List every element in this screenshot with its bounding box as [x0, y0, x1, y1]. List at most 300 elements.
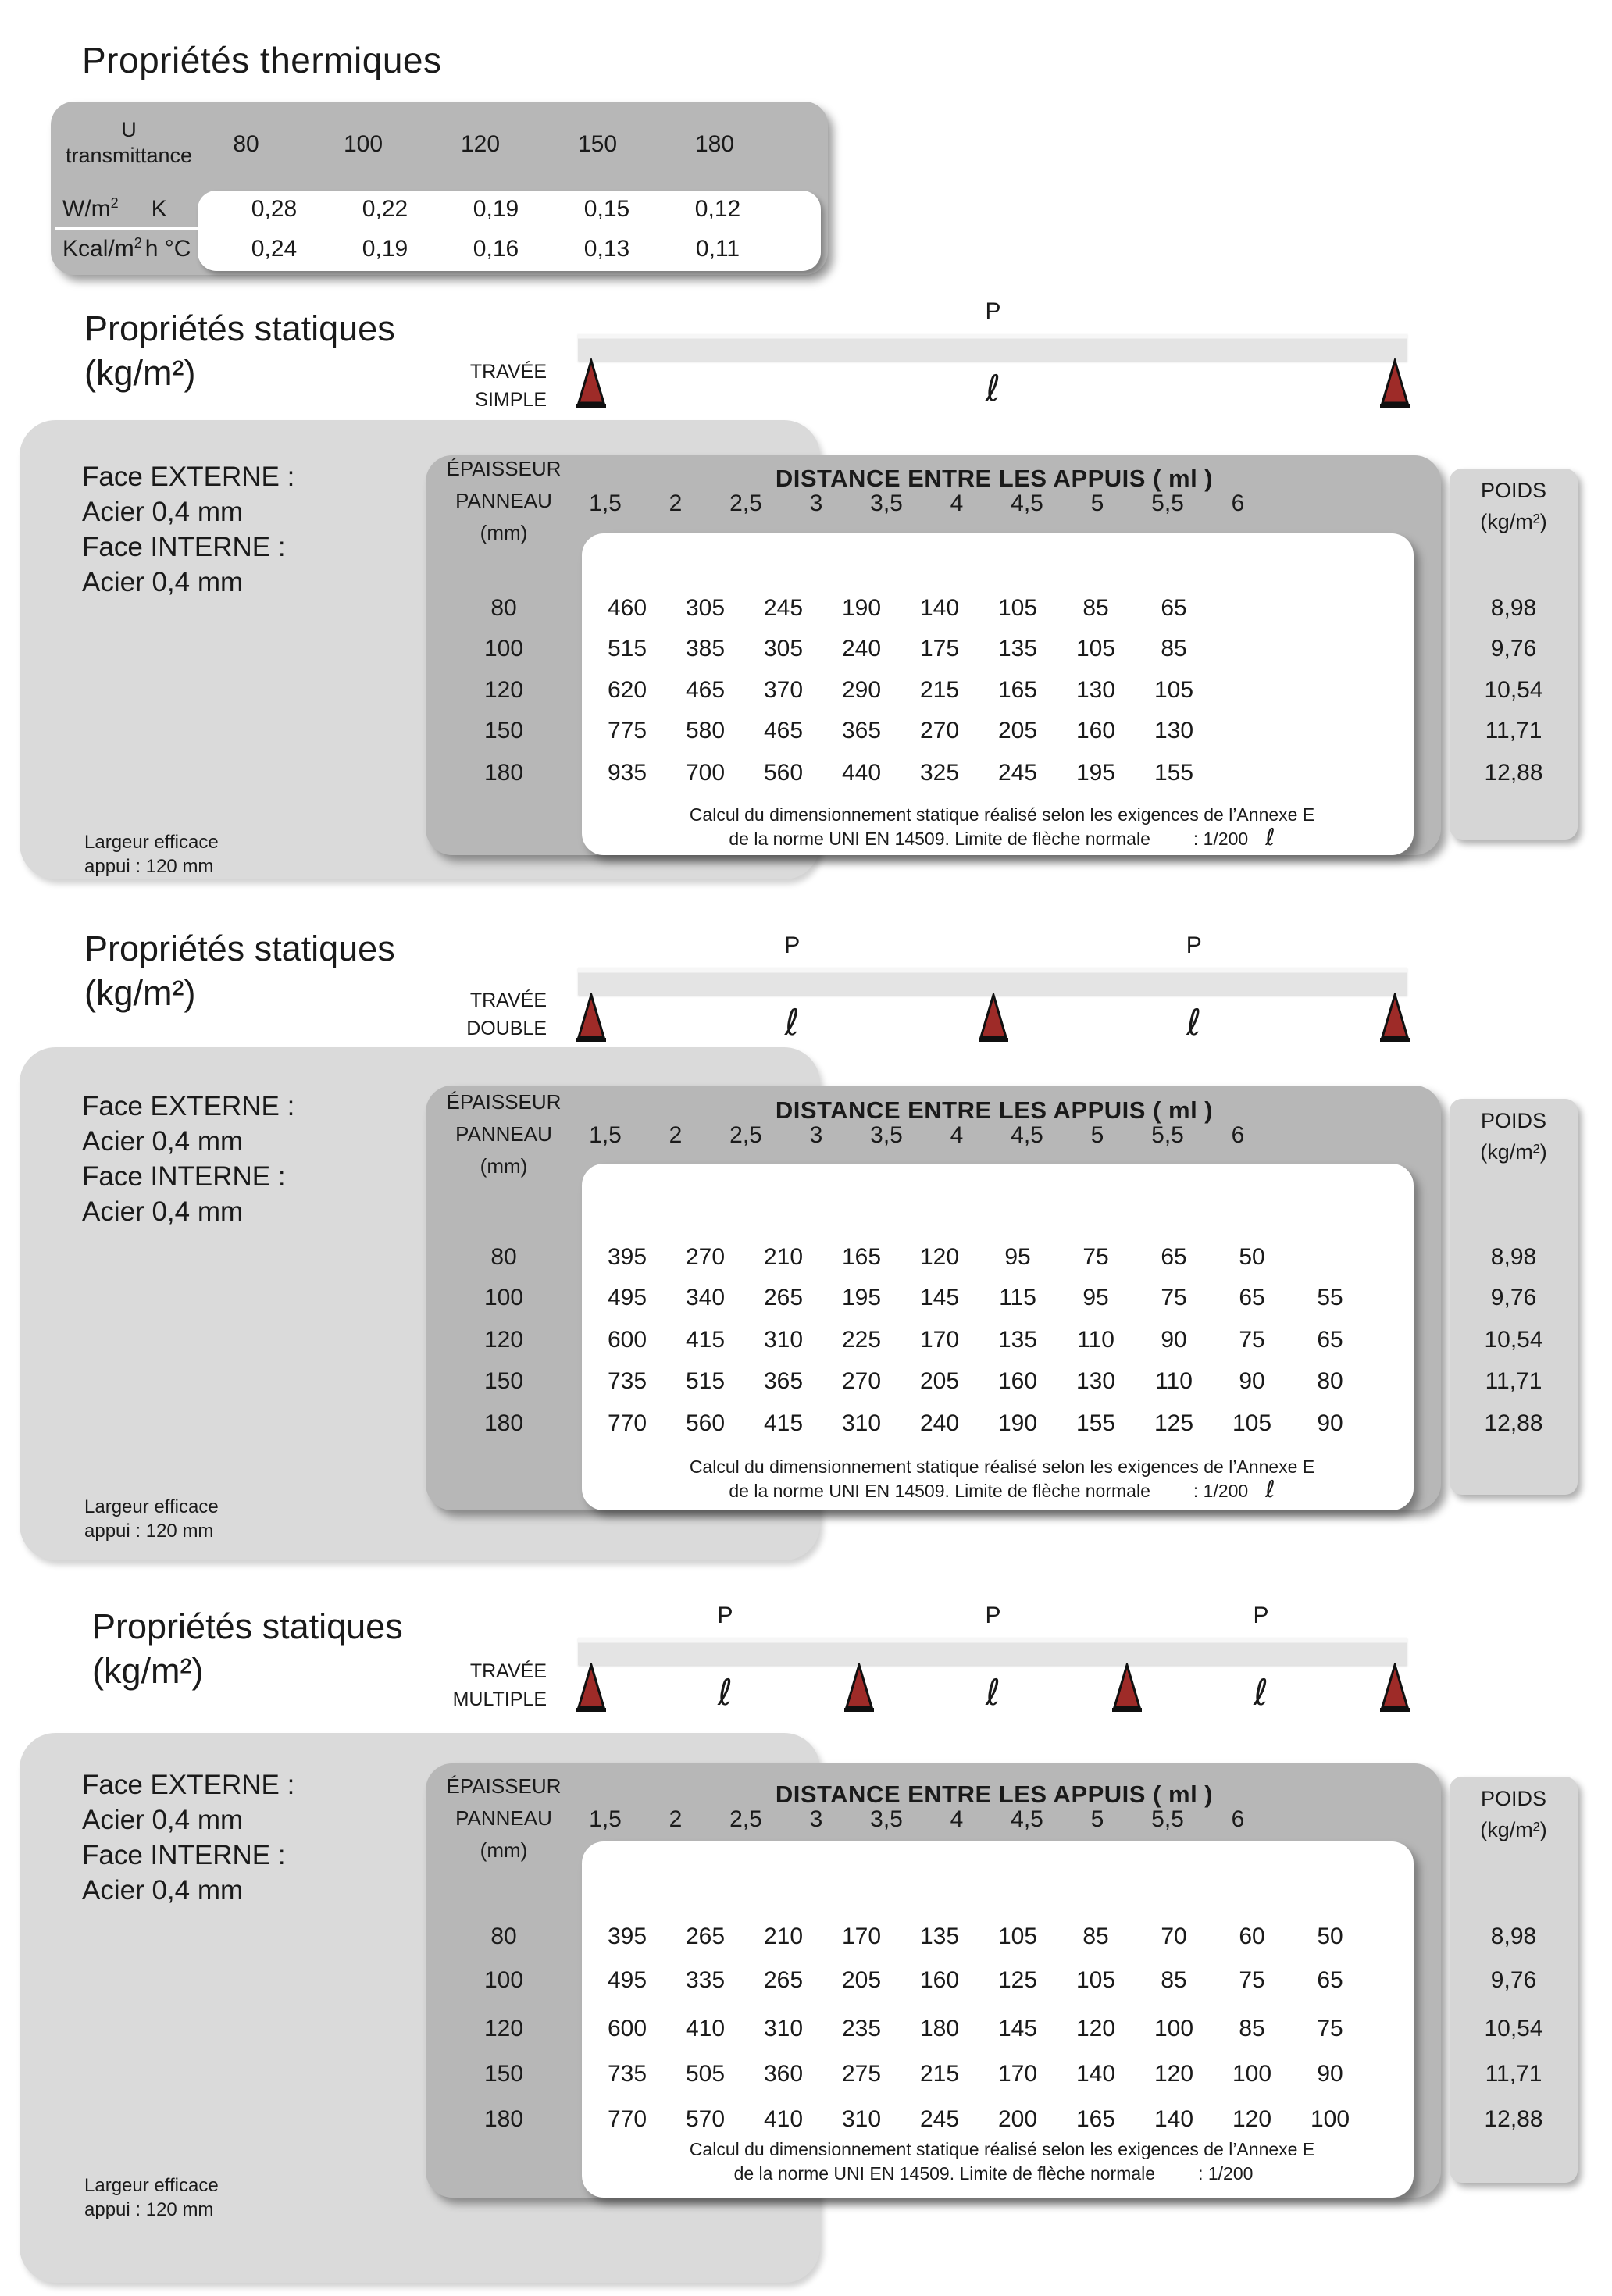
distance-column-header: 1,5 [589, 1122, 622, 1148]
table-row [0, 753, 1612, 793]
footnote-ratio: : 1/200 [1198, 2163, 1254, 2184]
beam2-type-label [344, 986, 547, 1043]
distance-value-cell: 170 [841, 1923, 882, 1949]
distance-value-cell: 85 [1239, 2016, 1265, 2041]
distance-value-cell: 365 [763, 1368, 804, 1394]
distance-value-cell: 110 [1155, 1368, 1193, 1394]
load-p-label: P [985, 1603, 1001, 1628]
table1-thickness-header [426, 453, 582, 549]
distance-value-cell: 305 [763, 636, 804, 661]
distance-value-cell: 120 [1232, 2106, 1272, 2132]
thermal-value-cell: 0,15 [583, 196, 630, 222]
thermal-value-cell: 0,24 [251, 236, 298, 262]
distance-value-cell: 385 [685, 636, 726, 661]
distance-value-cell: 130 [1154, 718, 1194, 743]
panel-thickness-cell: 150 [483, 1368, 524, 1394]
distance-value-cell: 160 [919, 1967, 960, 1993]
distance-value-cell: 105 [1075, 636, 1116, 661]
distance-value-cell: 100 [1310, 2106, 1350, 2132]
panel-thickness-cell: 80 [490, 1923, 517, 1949]
section3-face-labels [82, 1767, 294, 1908]
distance-value-cell: 440 [841, 760, 882, 786]
table-row [0, 670, 1612, 711]
table-row [0, 2099, 1612, 2140]
thermal-corner-label [55, 117, 203, 169]
panel-thickness-cell: 100 [483, 1285, 524, 1310]
distance-column-header: 6 [1231, 1806, 1245, 1832]
distance-column-header: 4 [950, 1122, 964, 1148]
panel-thickness-cell: 150 [483, 2061, 524, 2087]
span-length-symbol: ℓ [1253, 1671, 1268, 1713]
hdr-line: PANNEAU [455, 1806, 552, 1830]
distance-value-cell: 580 [685, 718, 726, 743]
distance-value-cell: 215 [919, 2061, 960, 2087]
distance-value-cell: 245 [997, 760, 1038, 786]
distance-value-cell: 265 [685, 1923, 726, 1949]
footnote-text: de la norme UNI EN 14509. Limite de flèche normale [733, 2163, 1156, 2184]
distance-column-header: 4 [950, 1806, 964, 1832]
weight-value-cell: 11,71 [1485, 1368, 1542, 1394]
distance-column-header: 4 [950, 490, 964, 516]
table-row [0, 588, 1612, 629]
thermal-unit-label: Kcal/$m^2$ h °C [62, 235, 191, 262]
distance-value-cell: 90 [1161, 1327, 1187, 1353]
thermal-column-header: 150 [577, 131, 618, 157]
distance-value-cell: 190 [841, 595, 882, 621]
thermal-corner-line2: transmittance [65, 144, 193, 167]
table2-span-header: DISTANCE ENTRE LES APPUIS ( ml ) [775, 1096, 1214, 1124]
distance-value-cell: 495 [607, 1967, 647, 1993]
poids-line: (kg/m²) [1480, 510, 1547, 533]
distance-value-cell: 395 [607, 1244, 647, 1270]
weight-value-cell: 9,76 [1490, 636, 1537, 661]
face-line: Face INTERNE : [82, 1161, 286, 1192]
distance-value-cell: 130 [1075, 677, 1116, 703]
distance-value-cell: 165 [1075, 2106, 1116, 2132]
distance-value-cell: 200 [997, 2106, 1038, 2132]
panel-thickness-cell: 180 [483, 1410, 524, 1436]
section1-support-note [84, 830, 219, 879]
footnote-ell-symbol: ℓ [1265, 824, 1275, 851]
panel-thickness-cell: 120 [483, 2016, 524, 2041]
distance-value-cell: 155 [1154, 760, 1194, 786]
distance-value-cell: 160 [997, 1368, 1038, 1394]
footnote-text: de la norme UNI EN 14509. Limite de flèche normale [729, 829, 1150, 849]
panel-thickness-cell: 120 [483, 677, 524, 703]
weight-value-cell: 11,71 [1485, 718, 1542, 743]
table3-distance-columns [570, 1806, 1273, 1833]
table-row [0, 2054, 1612, 2095]
span-length-symbol: ℓ [717, 1671, 733, 1713]
distance-value-cell: 90 [1317, 1410, 1343, 1436]
footnote-line2 [588, 1478, 1416, 1503]
distance-value-cell: 735 [607, 1368, 647, 1394]
distance-value-cell: 325 [919, 760, 960, 786]
distance-value-cell: 85 [1082, 1923, 1109, 1949]
distance-value-cell: 570 [685, 2106, 726, 2132]
table1-span-header: DISTANCE ENTRE LES APPUIS ( ml ) [775, 465, 1214, 492]
distance-value-cell: 75 [1161, 1285, 1187, 1310]
beam2-label-line1: TRAVÉE [469, 989, 547, 1011]
section1-heading-line2: (kg/m²) [84, 353, 196, 393]
footnote-line1: Calcul du dimensionnement statique réalisé selon les exigences de l’Annexe E [689, 2139, 1315, 2159]
distance-value-cell: 60 [1239, 1923, 1265, 1949]
distance-value-cell: 135 [919, 1923, 960, 1949]
distance-value-cell: 515 [685, 1368, 726, 1394]
distance-value-cell: 115 [999, 1285, 1036, 1310]
distance-value-cell: 170 [919, 1327, 960, 1353]
footnote-ell-symbol: ℓ [1265, 1476, 1275, 1503]
distance-value-cell: 410 [763, 2106, 804, 2132]
load-p-label: P [1253, 1603, 1269, 1628]
distance-value-cell: 505 [685, 2061, 726, 2087]
thermal-column-header: 120 [460, 131, 501, 157]
face-line: Face INTERNE : [82, 1840, 286, 1870]
footnote-line2 [588, 826, 1416, 850]
distance-value-cell: 135 [997, 1327, 1038, 1353]
distance-value-cell: 770 [607, 2106, 647, 2132]
distance-value-cell: 600 [607, 1327, 647, 1353]
distance-value-cell: 235 [841, 2016, 882, 2041]
distance-value-cell: 360 [763, 2061, 804, 2087]
panel-thickness-cell: 120 [483, 1327, 524, 1353]
table-row [0, 1361, 1612, 1402]
distance-value-cell: 735 [607, 2061, 647, 2087]
distance-value-cell: 80 [1317, 1368, 1343, 1394]
distance-value-cell: 90 [1239, 1368, 1265, 1394]
distance-value-cell: 65 [1239, 1285, 1265, 1310]
distance-value-cell: 95 [1004, 1244, 1031, 1270]
section2-face-labels [82, 1089, 294, 1229]
table2-footnote [588, 1455, 1416, 1503]
distance-value-cell: 100 [1154, 2016, 1194, 2041]
distance-column-header: 2,5 [729, 1806, 762, 1832]
table-row [0, 1916, 1612, 1957]
distance-value-cell: 175 [919, 636, 960, 661]
distance-column-header: 5,5 [1151, 1806, 1184, 1832]
footnote-line1: Calcul du dimensionnement statique réalisé selon les exigences de l’Annexe E [689, 1456, 1315, 1477]
span-length-symbol: ℓ [784, 1001, 800, 1043]
support-triangle-icon [1378, 993, 1412, 1044]
span-length-symbol: ℓ [985, 1671, 1000, 1713]
section2-heading-line1: Propriétés statiques [84, 929, 395, 968]
footnote-ratio: : 1/200 [1193, 1481, 1249, 1501]
distance-value-cell: 140 [1154, 2106, 1194, 2132]
weight-value-cell: 9,76 [1490, 1967, 1537, 1993]
thermal-column-headers [187, 131, 773, 159]
beam-bar [578, 967, 1407, 995]
distance-value-cell: 245 [919, 2106, 960, 2132]
weight-value-cell: 8,98 [1490, 595, 1537, 621]
distance-value-cell: 310 [841, 2106, 882, 2132]
footnote-text: de la norme UNI EN 14509. Limite de flèche normale [729, 1481, 1150, 1501]
distance-value-cell: 335 [685, 1967, 726, 1993]
distance-value-cell: 560 [685, 1410, 726, 1436]
beam1-type-label [344, 358, 547, 414]
distance-value-cell: 770 [607, 1410, 647, 1436]
hdr-line: ÉPAISSEUR [446, 457, 562, 480]
beam-bar [578, 333, 1407, 361]
distance-value-cell: 65 [1161, 1244, 1187, 1270]
distance-column-header: 3 [809, 1122, 823, 1148]
thermal-column-header: 180 [694, 131, 735, 157]
distance-column-header: 3,5 [870, 490, 903, 516]
distance-value-cell: 50 [1317, 1923, 1343, 1949]
face-line: Acier 0,4 mm [82, 1126, 244, 1157]
table2-thickness-header [426, 1086, 582, 1182]
distance-value-cell: 415 [685, 1327, 726, 1353]
table-row [0, 2009, 1612, 2049]
distance-value-cell: 120 [919, 1244, 960, 1270]
distance-value-cell: 620 [607, 677, 647, 703]
distance-value-cell: 105 [1232, 1410, 1272, 1436]
distance-column-header: 3,5 [870, 1806, 903, 1832]
distance-value-cell: 245 [763, 595, 804, 621]
distance-value-cell: 100 [1232, 2061, 1272, 2087]
section3-heading-line2: (kg/m²) [92, 1651, 204, 1691]
note-line: appui : 120 mm [84, 856, 214, 877]
thermal-corner-line1: U [121, 118, 137, 141]
support-triangle-icon [1378, 1663, 1412, 1714]
hdr-line: (mm) [480, 1154, 528, 1178]
distance-column-header: 5,5 [1151, 490, 1184, 516]
distance-value-cell: 465 [763, 718, 804, 743]
panel-thickness-cell: 180 [483, 760, 524, 786]
beam3-type-label [344, 1657, 547, 1713]
span-length-symbol: ℓ [985, 367, 1000, 409]
hdr-line: ÉPAISSEUR [446, 1090, 562, 1114]
face-line: Acier 0,4 mm [82, 1196, 244, 1227]
distance-value-cell: 140 [919, 595, 960, 621]
section1-heading-line1: Propriétés statiques [84, 308, 395, 348]
distance-value-cell: 85 [1082, 595, 1109, 621]
distance-value-cell: 600 [607, 2016, 647, 2041]
distance-value-cell: 275 [841, 2061, 882, 2087]
distance-value-cell: 410 [685, 2016, 726, 2041]
distance-column-header: 2 [669, 1122, 683, 1148]
distance-value-cell: 210 [763, 1244, 804, 1270]
distance-value-cell: 395 [607, 1923, 647, 1949]
face-line: Acier 0,4 mm [82, 1805, 244, 1835]
distance-column-header: 5 [1090, 1806, 1104, 1832]
distance-value-cell: 310 [763, 1327, 804, 1353]
load-p-label: P [784, 932, 801, 958]
beam-bar [578, 1637, 1407, 1665]
hdr-line: (mm) [480, 1838, 528, 1862]
distance-value-cell: 190 [997, 1410, 1038, 1436]
distance-value-cell: 85 [1161, 636, 1187, 661]
distance-value-cell: 145 [919, 1285, 960, 1310]
table-row [0, 1320, 1612, 1360]
distance-column-header: 2 [669, 1806, 683, 1832]
table-row [0, 1237, 1612, 1278]
beam3-label-line2: MULTIPLE [452, 1688, 547, 1710]
distance-value-cell: 75 [1239, 1967, 1265, 1993]
thermal-value-cell: 0,12 [694, 196, 741, 222]
distance-column-header: 4,5 [1011, 1122, 1043, 1148]
hdr-line: (mm) [480, 521, 528, 544]
weight-value-cell: 11,71 [1485, 2061, 1542, 2087]
support-triangle-icon [842, 1663, 876, 1714]
distance-value-cell: 305 [685, 595, 726, 621]
distance-value-cell: 215 [919, 677, 960, 703]
distance-value-cell: 125 [997, 1967, 1038, 1993]
distance-column-header: 3 [809, 1806, 823, 1832]
section3-support-note [84, 2173, 219, 2222]
distance-value-cell: 65 [1317, 1967, 1343, 1993]
distance-value-cell: 370 [763, 677, 804, 703]
poids-line: POIDS [1480, 479, 1547, 502]
table1-weight-header [1450, 469, 1578, 537]
distance-value-cell: 85 [1161, 1967, 1187, 1993]
distance-value-cell: 95 [1082, 1285, 1109, 1310]
distance-value-cell: 240 [841, 636, 882, 661]
distance-value-cell: 120 [1154, 2061, 1194, 2087]
load-p-label: P [1186, 932, 1202, 958]
panel-thickness-cell: 180 [483, 2106, 524, 2132]
distance-column-header: 4,5 [1011, 1806, 1043, 1832]
distance-value-cell: 75 [1082, 1244, 1109, 1270]
distance-value-cell: 110 [1077, 1327, 1114, 1353]
distance-column-header: 3 [809, 490, 823, 516]
thermal-title: Propriétés thermiques [82, 40, 442, 80]
distance-value-cell: 145 [997, 2016, 1038, 2041]
note-line: Largeur efficace [84, 2175, 219, 2196]
distance-value-cell: 105 [997, 595, 1038, 621]
distance-column-header: 2 [669, 490, 683, 516]
thermal-value-cell: 0,28 [251, 196, 298, 222]
distance-value-cell: 415 [763, 1410, 804, 1436]
thermal-value-row [219, 235, 773, 263]
table3-thickness-header [426, 1770, 582, 1866]
distance-value-cell: 205 [841, 1967, 882, 1993]
weight-value-cell: 12,88 [1484, 1410, 1543, 1436]
table-row [0, 629, 1612, 669]
distance-value-cell: 105 [997, 1923, 1038, 1949]
distance-value-cell: 130 [1075, 1368, 1116, 1394]
distance-column-header: 5 [1090, 490, 1104, 516]
section2-support-note [84, 1495, 219, 1543]
distance-value-cell: 75 [1239, 1327, 1265, 1353]
section3-heading-line1: Propriétés statiques [92, 1606, 403, 1646]
section1-face-labels [82, 459, 294, 600]
table2-weight-header [1450, 1099, 1578, 1168]
weight-value-cell: 10,54 [1484, 1327, 1543, 1353]
distance-value-cell: 310 [841, 1410, 882, 1436]
weight-value-cell: 12,88 [1484, 2106, 1543, 2132]
distance-value-cell: 495 [607, 1285, 647, 1310]
table-row [0, 1403, 1612, 1444]
weight-value-cell: 10,54 [1484, 2016, 1543, 2041]
distance-column-header: 1,5 [589, 1806, 622, 1832]
footnote-ratio: : 1/200 [1193, 829, 1249, 849]
distance-value-cell: 265 [763, 1967, 804, 1993]
face-line: Acier 0,4 mm [82, 1875, 244, 1906]
support-triangle-icon [574, 1663, 608, 1714]
poids-line: POIDS [1480, 1787, 1547, 1810]
distance-value-cell: 135 [997, 636, 1038, 661]
distance-column-header: 6 [1231, 1122, 1245, 1148]
panel-thickness-cell: 80 [490, 1244, 517, 1270]
distance-value-cell: 50 [1239, 1244, 1265, 1270]
thermal-separator-line [55, 227, 199, 230]
distance-value-cell: 290 [841, 677, 882, 703]
table1-footnote [588, 803, 1416, 850]
distance-column-header: 2,5 [729, 490, 762, 516]
panel-thickness-cell: 80 [490, 595, 517, 621]
poids-line: (kg/m²) [1480, 1140, 1547, 1164]
distance-column-header: 1,5 [589, 490, 622, 516]
distance-value-cell: 270 [919, 718, 960, 743]
distance-value-cell: 105 [1075, 1967, 1116, 1993]
support-triangle-icon [1110, 1663, 1144, 1714]
distance-value-cell: 700 [685, 760, 726, 786]
beam1-label-line2: SIMPLE [475, 389, 547, 411]
distance-value-cell: 560 [763, 760, 804, 786]
distance-value-cell: 195 [1075, 760, 1116, 786]
face-line: Face EXTERNE : [82, 1091, 295, 1121]
beam3-label-line1: TRAVÉE [469, 1660, 547, 1682]
thermal-value-cell: 0,19 [362, 236, 408, 262]
distance-value-cell: 515 [607, 636, 647, 661]
poids-line: POIDS [1480, 1109, 1547, 1132]
support-triangle-icon [574, 993, 608, 1044]
distance-value-cell: 170 [997, 2061, 1038, 2087]
distance-column-header: 6 [1231, 490, 1245, 516]
distance-value-cell: 55 [1317, 1285, 1343, 1310]
distance-value-cell: 65 [1161, 595, 1187, 621]
table3-footnote [588, 2137, 1416, 2185]
support-triangle-icon [574, 358, 608, 410]
distance-value-cell: 75 [1317, 2016, 1343, 2041]
face-line: Face EXTERNE : [82, 1770, 295, 1800]
thermal-column-header: 100 [343, 131, 383, 157]
table-row [0, 1960, 1612, 2001]
weight-value-cell: 8,98 [1490, 1923, 1537, 1949]
distance-column-header: 2,5 [729, 1122, 762, 1148]
beam2-label-line2: DOUBLE [466, 1018, 547, 1039]
hdr-line: PANNEAU [455, 1122, 552, 1146]
panel-thickness-cell: 100 [483, 1967, 524, 1993]
table-row [0, 1278, 1612, 1318]
support-triangle-icon [1378, 358, 1412, 410]
thermal-value-row [219, 195, 773, 223]
distance-value-cell: 460 [607, 595, 647, 621]
note-line: appui : 120 mm [84, 1521, 214, 1542]
distance-value-cell: 265 [763, 1285, 804, 1310]
thermal-unit-label: $W/m^2$ K [62, 195, 167, 222]
thermal-value-cell: 0,11 [695, 236, 740, 262]
distance-value-cell: 165 [841, 1244, 882, 1270]
face-line: Face EXTERNE : [82, 462, 295, 492]
note-line: appui : 120 mm [84, 2199, 214, 2220]
distance-value-cell: 225 [841, 1327, 882, 1353]
table3-weight-header [1450, 1777, 1578, 1845]
distance-value-cell: 775 [607, 718, 647, 743]
hdr-line: ÉPAISSEUR [446, 1774, 562, 1798]
distance-value-cell: 160 [1075, 718, 1116, 743]
note-line: Largeur efficace [84, 1496, 219, 1517]
distance-value-cell: 105 [1154, 677, 1194, 703]
distance-value-cell: 240 [919, 1410, 960, 1436]
distance-value-cell: 310 [763, 2016, 804, 2041]
panel-thickness-cell: 100 [483, 636, 524, 661]
distance-value-cell: 210 [763, 1923, 804, 1949]
weight-value-cell: 9,76 [1490, 1285, 1537, 1310]
distance-value-cell: 205 [919, 1368, 960, 1394]
footnote-line1: Calcul du dimensionnement statique réalisé selon les exigences de l’Annexe E [689, 804, 1315, 825]
distance-value-cell: 165 [997, 677, 1038, 703]
